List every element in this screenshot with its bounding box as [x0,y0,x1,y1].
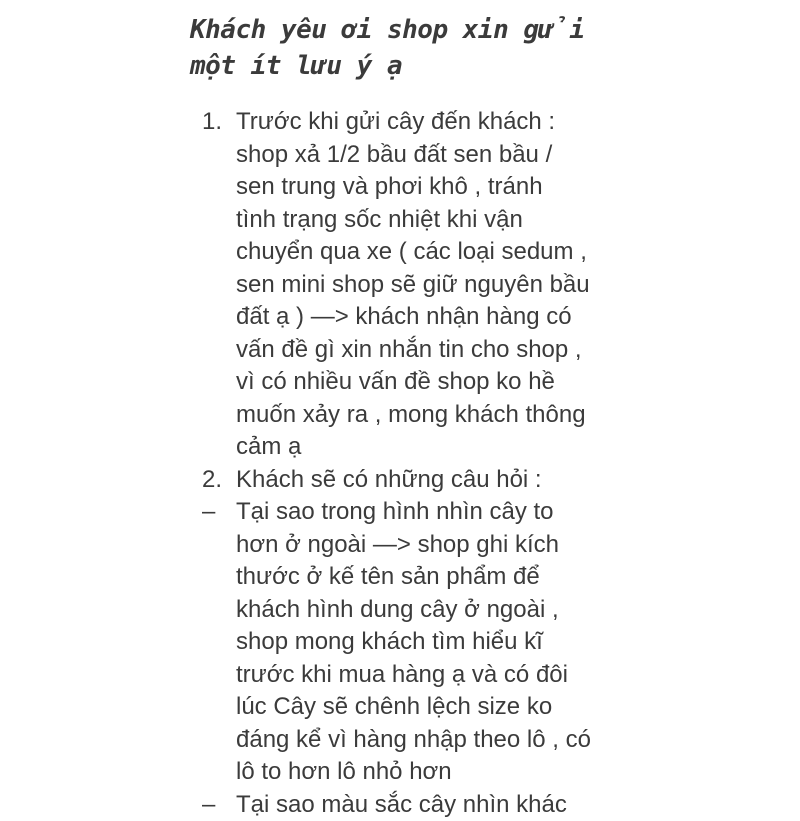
list-item [202,496,800,789]
text-line: thước ở kế tên sản phẩm để [236,561,800,594]
list-marker: – [202,789,236,821]
text-line: Khách sẽ có những câu hỏi : [236,464,800,497]
text-line: shop mong khách tìm hiểu kĩ [236,626,800,659]
list-item-text [236,464,800,497]
text-line: cảm ạ [236,431,800,464]
title-line: Khách yêu ơi shop xin gửi [190,12,800,48]
title-line: một ít lưu ý ạ [190,48,800,84]
text-line: khách hình dung cây ở ngoài , [236,594,800,627]
text-line: lô to hơn lô nhỏ hơn [236,756,800,789]
text-line: Trước khi gửi cây đến khách : [236,106,800,139]
text-line: đất ạ ) —> khách nhận hàng có [236,301,800,334]
list-item-text [236,106,800,464]
text-line: chuyển qua xe ( các loại sedum , [236,236,800,269]
text-line: sen trung và phơi khô , tránh [236,171,800,204]
list-item [202,464,800,497]
list-marker: – [202,496,236,529]
list-item-text [236,496,800,789]
text-line: đáng kể vì hàng nhập theo lô , có [236,724,800,757]
text-line: trước khi mua hàng ạ và có đôi [236,659,800,692]
text-line: tình trạng sốc nhiệt khi vận [236,204,800,237]
list-item [202,106,800,464]
text-line: muốn xảy ra , mong khách thông [236,399,800,432]
text-line: lúc Cây sẽ chênh lệch size ko [236,691,800,724]
text-line: sen mini shop sẽ giữ nguyên bầu [236,269,800,302]
list-marker: 1. [202,106,236,139]
list-item-text [236,789,800,821]
notice-list [202,106,800,821]
text-line: vì có nhiều vấn đề shop ko hề [236,366,800,399]
page-title [190,12,800,84]
list-marker: 2. [202,464,236,497]
list-item [202,789,800,821]
text-line: hơn ở ngoài —> shop ghi kích [236,529,800,562]
text-line: vấn đề gì xin nhắn tin cho shop , [236,334,800,367]
text-line: Tại sao trong hình nhìn cây to [236,496,800,529]
text-line: Tại sao màu sắc cây nhìn khác [236,789,800,821]
text-line: shop xả 1/2 bầu đất sen bầu / [236,139,800,172]
